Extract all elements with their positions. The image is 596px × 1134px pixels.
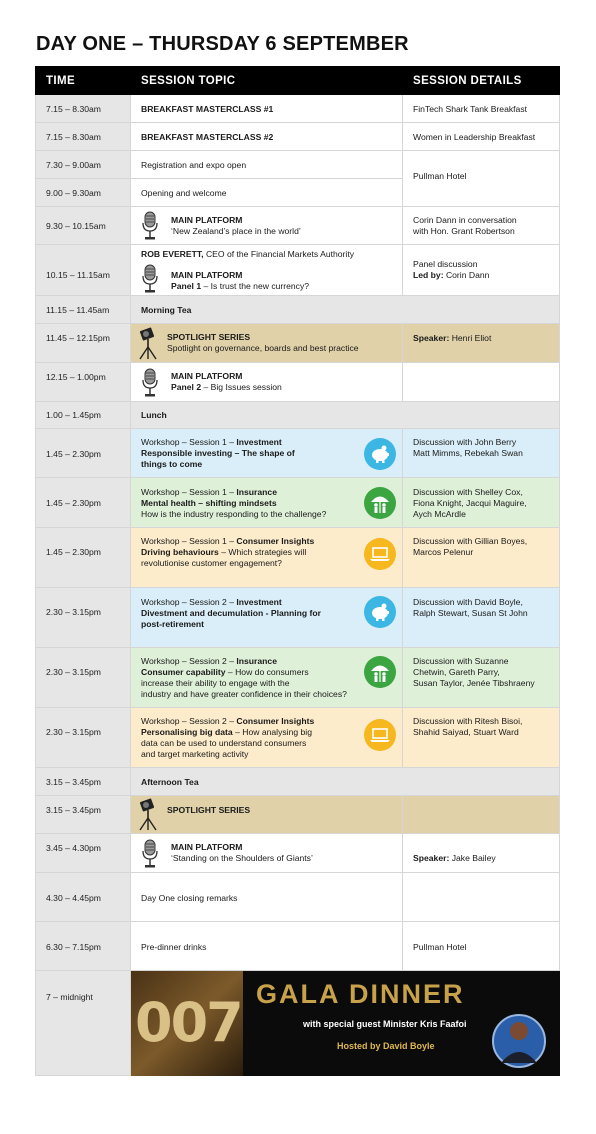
schedule-table	[35, 66, 560, 1076]
time-cell: 11.15 – 11.45am	[46, 305, 110, 315]
led-by: Led by: Corin Dann	[413, 270, 490, 280]
speaker-line	[141, 249, 354, 260]
topic-title: Afternoon Tea	[141, 777, 199, 787]
time-cell: 3.15 – 3.45pm	[46, 777, 101, 787]
workshop-title: Responsible investing – The shape of	[141, 448, 295, 458]
topic-title: BREAKFAST MASTERCLASS #1	[141, 104, 274, 114]
spotlight-icon	[137, 798, 159, 832]
time-cell: 3.45 – 4.30pm	[46, 843, 101, 853]
topic-subtitle: ‘Standing on the Shoulders of Giants’	[171, 853, 313, 863]
time-cell: 12.15 – 1.00pm	[46, 372, 106, 382]
workshop-desc: How is the industry responding to the challenge?	[141, 509, 327, 519]
details-text: Shahid Saiyad, Stuart Ward	[413, 727, 519, 737]
guest-avatar	[493, 1015, 545, 1067]
time-cell: 4.30 – 4.45pm	[46, 893, 101, 903]
topic-title: Morning Tea	[141, 305, 192, 315]
details-text: Pullman Hotel	[413, 942, 467, 952]
details-text: with Hon. Grant Robertson	[413, 226, 515, 236]
panel-line: Panel 1 – Is trust the new currency?	[171, 281, 310, 291]
laptop-icon	[364, 719, 396, 751]
workshop-title: post-retirement	[141, 619, 205, 629]
topic-title: MAIN PLATFORM	[171, 215, 243, 225]
page-title: DAY ONE – THURSDAY 6 SEPTEMBER	[36, 33, 409, 55]
panel-line: Panel 2 – Big Issues session	[171, 382, 282, 392]
details-text: Discussion with Gillian Boyes,	[413, 536, 528, 546]
workshop-title: Driving behaviours – Which strategies will	[141, 547, 307, 557]
topic-title: Lunch	[141, 410, 167, 420]
speaker-name: ROB EVERETT,	[141, 249, 204, 259]
details-text: Discussion with Ritesh Bisoi,	[413, 716, 523, 726]
details-text: Ralph Stewart, Susan St John	[413, 608, 528, 618]
time-cell: 2.30 – 3.15pm	[46, 667, 101, 677]
topic-title: SPOTLIGHT SERIES	[167, 332, 251, 342]
details-text: Panel discussion	[413, 259, 478, 269]
details-text: Matt Mimms, Rebekah Swan	[413, 448, 523, 458]
topic-text: Pre-dinner drinks	[141, 942, 207, 952]
details-text: Pullman Hotel	[413, 171, 467, 181]
piggy-bank-icon	[364, 438, 396, 470]
workshop-line: Workshop – Session 2 – Investment	[141, 597, 282, 607]
topic-text: Registration and expo open	[141, 160, 247, 170]
time-cell: 1.45 – 2.30pm	[46, 449, 101, 459]
workshop-line: Workshop – Session 1 – Insurance	[141, 487, 277, 497]
gala-dinner-banner	[131, 971, 560, 1076]
piggy-bank-icon	[364, 596, 396, 628]
workshop-desc: increase their ability to engage with the	[141, 678, 290, 688]
time-cell: 2.30 – 3.15pm	[46, 727, 101, 737]
details-text: Discussion with Shelley Cox,	[413, 487, 523, 497]
time-cell: 1.45 – 2.30pm	[46, 498, 101, 508]
workshop-line: Workshop – Session 1 – Consumer Insights	[141, 536, 315, 546]
laptop-icon	[364, 538, 396, 570]
details-text: Women in Leadership Breakfast	[413, 132, 536, 142]
speaker-line: Speaker: Jake Bailey	[413, 853, 496, 863]
time-cell: 1.00 – 1.45pm	[46, 410, 101, 420]
time-cell: 7.30 – 9.00am	[46, 160, 101, 170]
workshop-desc: and target marketing activity	[141, 749, 249, 759]
details-text: Susan Taylor, Jenée Tibshraeny	[413, 678, 535, 688]
details-text: Discussion with John Berry	[413, 437, 517, 447]
family-umbrella-icon	[364, 487, 396, 519]
topic-title: MAIN PLATFORM	[171, 842, 243, 852]
time-cell: 1.45 – 2.30pm	[46, 547, 101, 557]
details-text: Discussion with Suzanne	[413, 656, 509, 666]
table-header	[35, 66, 560, 95]
spotlight-icon	[137, 327, 159, 361]
workshop-title: Consumer capability – How do consumers	[141, 667, 309, 677]
time-cell: 3.15 – 3.45pm	[46, 805, 101, 815]
speaker-role: CEO of the Financial Markets Authority	[203, 249, 355, 259]
details-text: FinTech Shark Tank Breakfast	[413, 104, 527, 114]
microphone-icon	[142, 264, 158, 294]
details-text: Corin Dann in conversation	[413, 215, 517, 225]
time-cell: 10.15 – 11.15am	[46, 270, 110, 280]
time-cell: 9.30 – 10.15am	[46, 221, 106, 231]
topic-subtitle: Spotlight on governance, boards and best practice	[167, 343, 359, 353]
microphone-icon	[142, 368, 158, 398]
topic-title: MAIN PLATFORM	[171, 270, 243, 280]
time-cell: 11.45 – 12.15pm	[46, 333, 110, 343]
workshop-line: Workshop – Session 2 – Consumer Insights	[141, 716, 315, 726]
header-time: TIME	[46, 75, 76, 87]
workshop-title: things to come	[141, 459, 203, 469]
gala-title: GALA DINNER	[256, 979, 465, 1009]
family-umbrella-icon	[364, 656, 396, 688]
microphone-icon	[142, 211, 158, 241]
time-cell: 9.00 – 9.30am	[46, 188, 101, 198]
details-text: Marcos Pelenur	[413, 547, 474, 557]
topic-subtitle: ‘New Zealand’s place in the world’	[171, 226, 301, 236]
topic-text: Day One closing remarks	[141, 893, 238, 903]
gala-guest: with special guest Minister Kris Faafoi	[303, 1019, 467, 1029]
topic-title: MAIN PLATFORM	[171, 371, 243, 381]
time-cell: 7.15 – 8.30am	[46, 104, 101, 114]
007-logo: 007	[135, 991, 242, 1054]
details-text: Discussion with David Boyle,	[413, 597, 523, 607]
topic-title: BREAKFAST MASTERCLASS #2	[141, 132, 274, 142]
workshop-desc: data can be used to understand consumers	[141, 738, 307, 748]
topic-title: SPOTLIGHT SERIES	[167, 805, 251, 815]
workshop-desc: industry and have greater confidence in their choices?	[141, 689, 347, 699]
speaker-line: Speaker: Henri Eliot	[413, 333, 492, 343]
workshop-line: Workshop – Session 2 – Insurance	[141, 656, 277, 666]
header-details: SESSION DETAILS	[413, 75, 522, 87]
topic-text: Opening and welcome	[141, 188, 227, 198]
header-topic: SESSION TOPIC	[141, 75, 236, 87]
time-cell: 2.30 – 3.15pm	[46, 607, 101, 617]
workshop-title: Mental health – shifting mindsets	[141, 498, 277, 508]
time-cell: 7 – midnight	[46, 992, 93, 1002]
workshop-desc: revolutionise customer engagement?	[141, 558, 282, 568]
workshop-line: Workshop – Session 1 – Investment	[141, 437, 282, 447]
gala-host: Hosted by David Boyle	[337, 1041, 435, 1051]
details-text: Fiona Knight, Jacqui Maguire,	[413, 498, 527, 508]
details-text: Chetwin, Gareth Parry,	[413, 667, 500, 677]
workshop-title: Personalising big data – How analysing big	[141, 727, 312, 737]
time-cell: 6.30 – 7.15pm	[46, 942, 101, 952]
time-cell: 7.15 – 8.30am	[46, 132, 101, 142]
details-text: Aych McArdle	[413, 509, 466, 519]
workshop-title: Divestment and decumulation - Planning for	[141, 608, 322, 618]
microphone-icon	[142, 839, 158, 869]
